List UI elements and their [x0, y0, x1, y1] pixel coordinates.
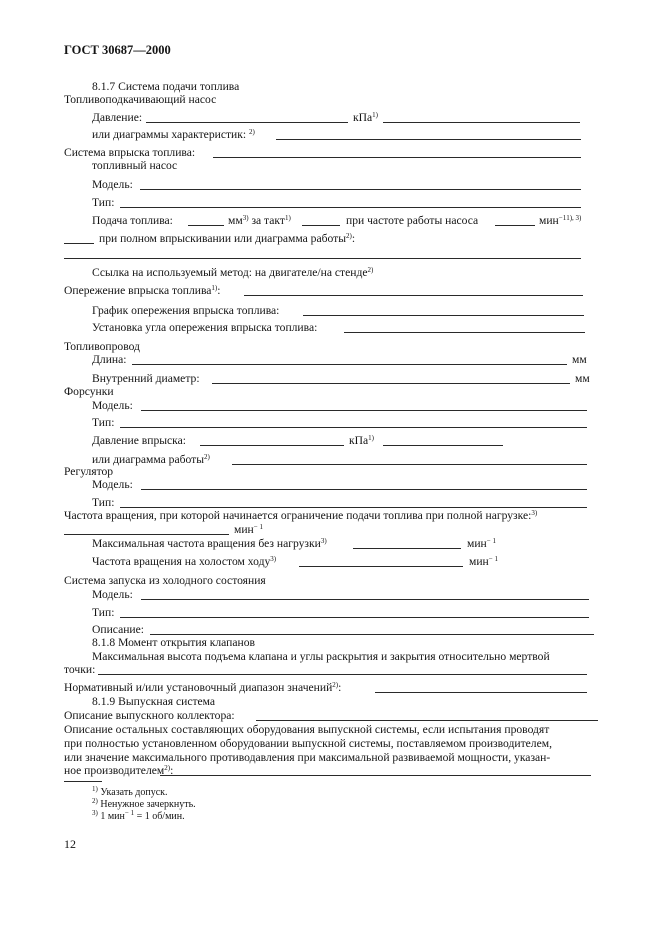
pressure-label: Давление:	[92, 111, 143, 124]
idle-speed-label: Частота вращения на холостом ходу$^{3)}$	[92, 555, 277, 568]
fuel-delivery-label: Подача топлива:	[92, 214, 173, 227]
pump-type-field[interactable]	[120, 207, 581, 208]
injector-model-label: Модель:	[92, 399, 133, 412]
section-8-1-7-heading: 8.1.7 Система подачи топлива	[92, 80, 240, 93]
inner-diameter-label: Внутренний диаметр:	[92, 372, 200, 385]
kpa-unit: кПа$^{1)}$	[353, 111, 378, 124]
regulator-model-label: Модель:	[92, 478, 133, 491]
regulator-type-field[interactable]	[120, 507, 587, 508]
injection-pressure-tolerance-field[interactable]	[383, 445, 503, 446]
pump-model-field[interactable]	[140, 189, 581, 190]
cold-start-model-label: Модель:	[92, 588, 133, 601]
exhaust-text-4: ное производителем$^{2)}$:	[64, 764, 174, 777]
or-work-chart-label: или диаграмма работы$^{2)}$	[92, 453, 210, 466]
nominal-range-label: Нормативный и/или установочный диапазон значений$^{2)}$:	[64, 681, 342, 694]
cutoff-speed-label: Частота вращения, при которой начинается ограничение подачи топлива при полной нагрузке:$^{3)}$	[64, 509, 538, 522]
exhaust-text-2: при полностью установленном оборудовании выпускной системы, поставляемом производителем,	[64, 737, 552, 750]
inner-diameter-field[interactable]	[212, 383, 570, 384]
advance-setting-field[interactable]	[344, 332, 585, 333]
injector-type-label: Тип:	[92, 416, 115, 429]
cold-start-type-label: Тип:	[92, 606, 115, 619]
advance-chart-label: График опережения впрыска топлива:	[92, 304, 280, 317]
injection-system-field[interactable]	[213, 157, 581, 158]
stroke-field[interactable]	[302, 225, 340, 226]
document-header: ГОСТ 30687—2000	[64, 43, 171, 57]
footnote-3: $^{3)}$ 1 мин$^{- 1}$ = 1 об/мин.	[92, 809, 185, 822]
section-8-1-8-heading: 8.1.8 Момент открытия клапанов	[92, 636, 256, 649]
valve-lift-text-2: точки:	[64, 663, 96, 676]
regulator-heading: Регулятор	[64, 465, 114, 478]
injectors-heading: Форсунки	[64, 385, 114, 398]
cold-start-description-label: Описание:	[92, 623, 144, 636]
advance-field[interactable]	[244, 295, 583, 296]
method-ref-label: Ссылка на используемый метод: на двигателе/на стенде$^{2)}$	[92, 266, 374, 279]
fuel-pump-heading: Топливоподкачивающий насос	[64, 93, 217, 106]
work-chart-field[interactable]	[232, 464, 587, 465]
injection-pressure-field[interactable]	[200, 445, 344, 446]
exhaust-text-3: или значение максимального противодавления при максимальной развиваемой мощности, указан-	[64, 751, 551, 764]
advance-setting-label: Установка угла опережения впрыска топлива:	[92, 321, 318, 334]
cold-start-model-field[interactable]	[141, 599, 589, 600]
cold-start-description-field[interactable]	[150, 634, 594, 635]
manifold-field[interactable]	[256, 720, 598, 721]
pump-model-label: Модель:	[92, 178, 133, 191]
full-injection-chart-field[interactable]	[64, 258, 581, 259]
fuel-delivery-field[interactable]	[188, 225, 224, 226]
charts-field[interactable]	[276, 139, 581, 140]
length-label: Длина:	[92, 353, 127, 366]
footnote-1: $^{1)}$ Указать допуск.	[92, 785, 168, 798]
manifold-label: Описание выпускного коллектора:	[64, 709, 235, 722]
pump-speed-field[interactable]	[495, 225, 535, 226]
valve-lift-field[interactable]	[98, 674, 587, 675]
section-8-1-9-heading: 8.1.9 Выпускная система	[92, 695, 216, 708]
idle-speed-field[interactable]	[299, 566, 463, 567]
injector-type-field[interactable]	[120, 427, 587, 428]
pressure-tolerance-field[interactable]	[383, 122, 580, 123]
exhaust-text-1: Описание остальных составляющих оборудования выпускной системы, если испытания проводят	[64, 723, 550, 736]
injection-pressure-unit: кПа$^{1)}$	[349, 434, 374, 447]
regulator-model-field[interactable]	[141, 489, 587, 490]
cold-start-heading: Система запуска из холодного состояния	[64, 574, 266, 587]
regulator-type-label: Тип:	[92, 496, 115, 509]
full-injection-label: при полном впрыскивании или диаграмма работы$^{2)}$:	[99, 232, 356, 245]
advance-label: Опережение впрыска топлива$^{1)}$:	[64, 284, 221, 297]
pressure-field[interactable]	[146, 122, 348, 123]
footnote-2: $^{2)}$ Ненужное зачеркнуть.	[92, 797, 196, 810]
length-field[interactable]	[132, 364, 567, 365]
injection-pressure-label: Давление впрыска:	[92, 434, 186, 447]
fuel-pump-sublabel: топливный насос	[92, 159, 178, 172]
valve-lift-text-1: Максимальная высота подъема клапана и углы раскрытия и закрытия относительно мертвой	[92, 650, 550, 663]
inner-diameter-unit: мм	[575, 372, 590, 385]
length-unit: мм	[572, 353, 587, 366]
min-unit: мин$^{-11), 3)}$	[539, 214, 582, 227]
idle-speed-unit: мин$^{- 1}$	[469, 555, 498, 568]
footnote-rule	[64, 781, 102, 782]
exhaust-field[interactable]	[160, 775, 591, 776]
injection-system-label: Система впрыска топлива:	[64, 146, 196, 159]
injector-model-field[interactable]	[141, 410, 587, 411]
pump-type-label: Тип:	[92, 196, 115, 209]
mm3-per-stroke: $мм^{3)}$ за такт$^{1)}$	[228, 214, 291, 227]
cold-start-type-field[interactable]	[120, 617, 589, 618]
pump-speed-label: при частоте работы насоса	[346, 214, 479, 227]
max-speed-field[interactable]	[353, 548, 461, 549]
advance-chart-field[interactable]	[303, 315, 584, 316]
max-speed-label: Максимальная частота вращения без нагрузки$^{3)}$	[92, 537, 327, 550]
cutoff-speed-field[interactable]	[64, 534, 229, 535]
or-charts-label: или диаграммы характеристик: $^{2)}$	[92, 128, 255, 141]
page-number: 12	[64, 837, 76, 851]
fuel-line-heading: Топливопровод	[64, 340, 140, 353]
cutoff-speed-unit: мин$^{- 1}$	[234, 523, 263, 536]
nominal-range-field[interactable]	[375, 692, 587, 693]
max-speed-unit: мин$^{- 1}$	[467, 537, 496, 550]
full-injection-field[interactable]	[64, 243, 94, 244]
